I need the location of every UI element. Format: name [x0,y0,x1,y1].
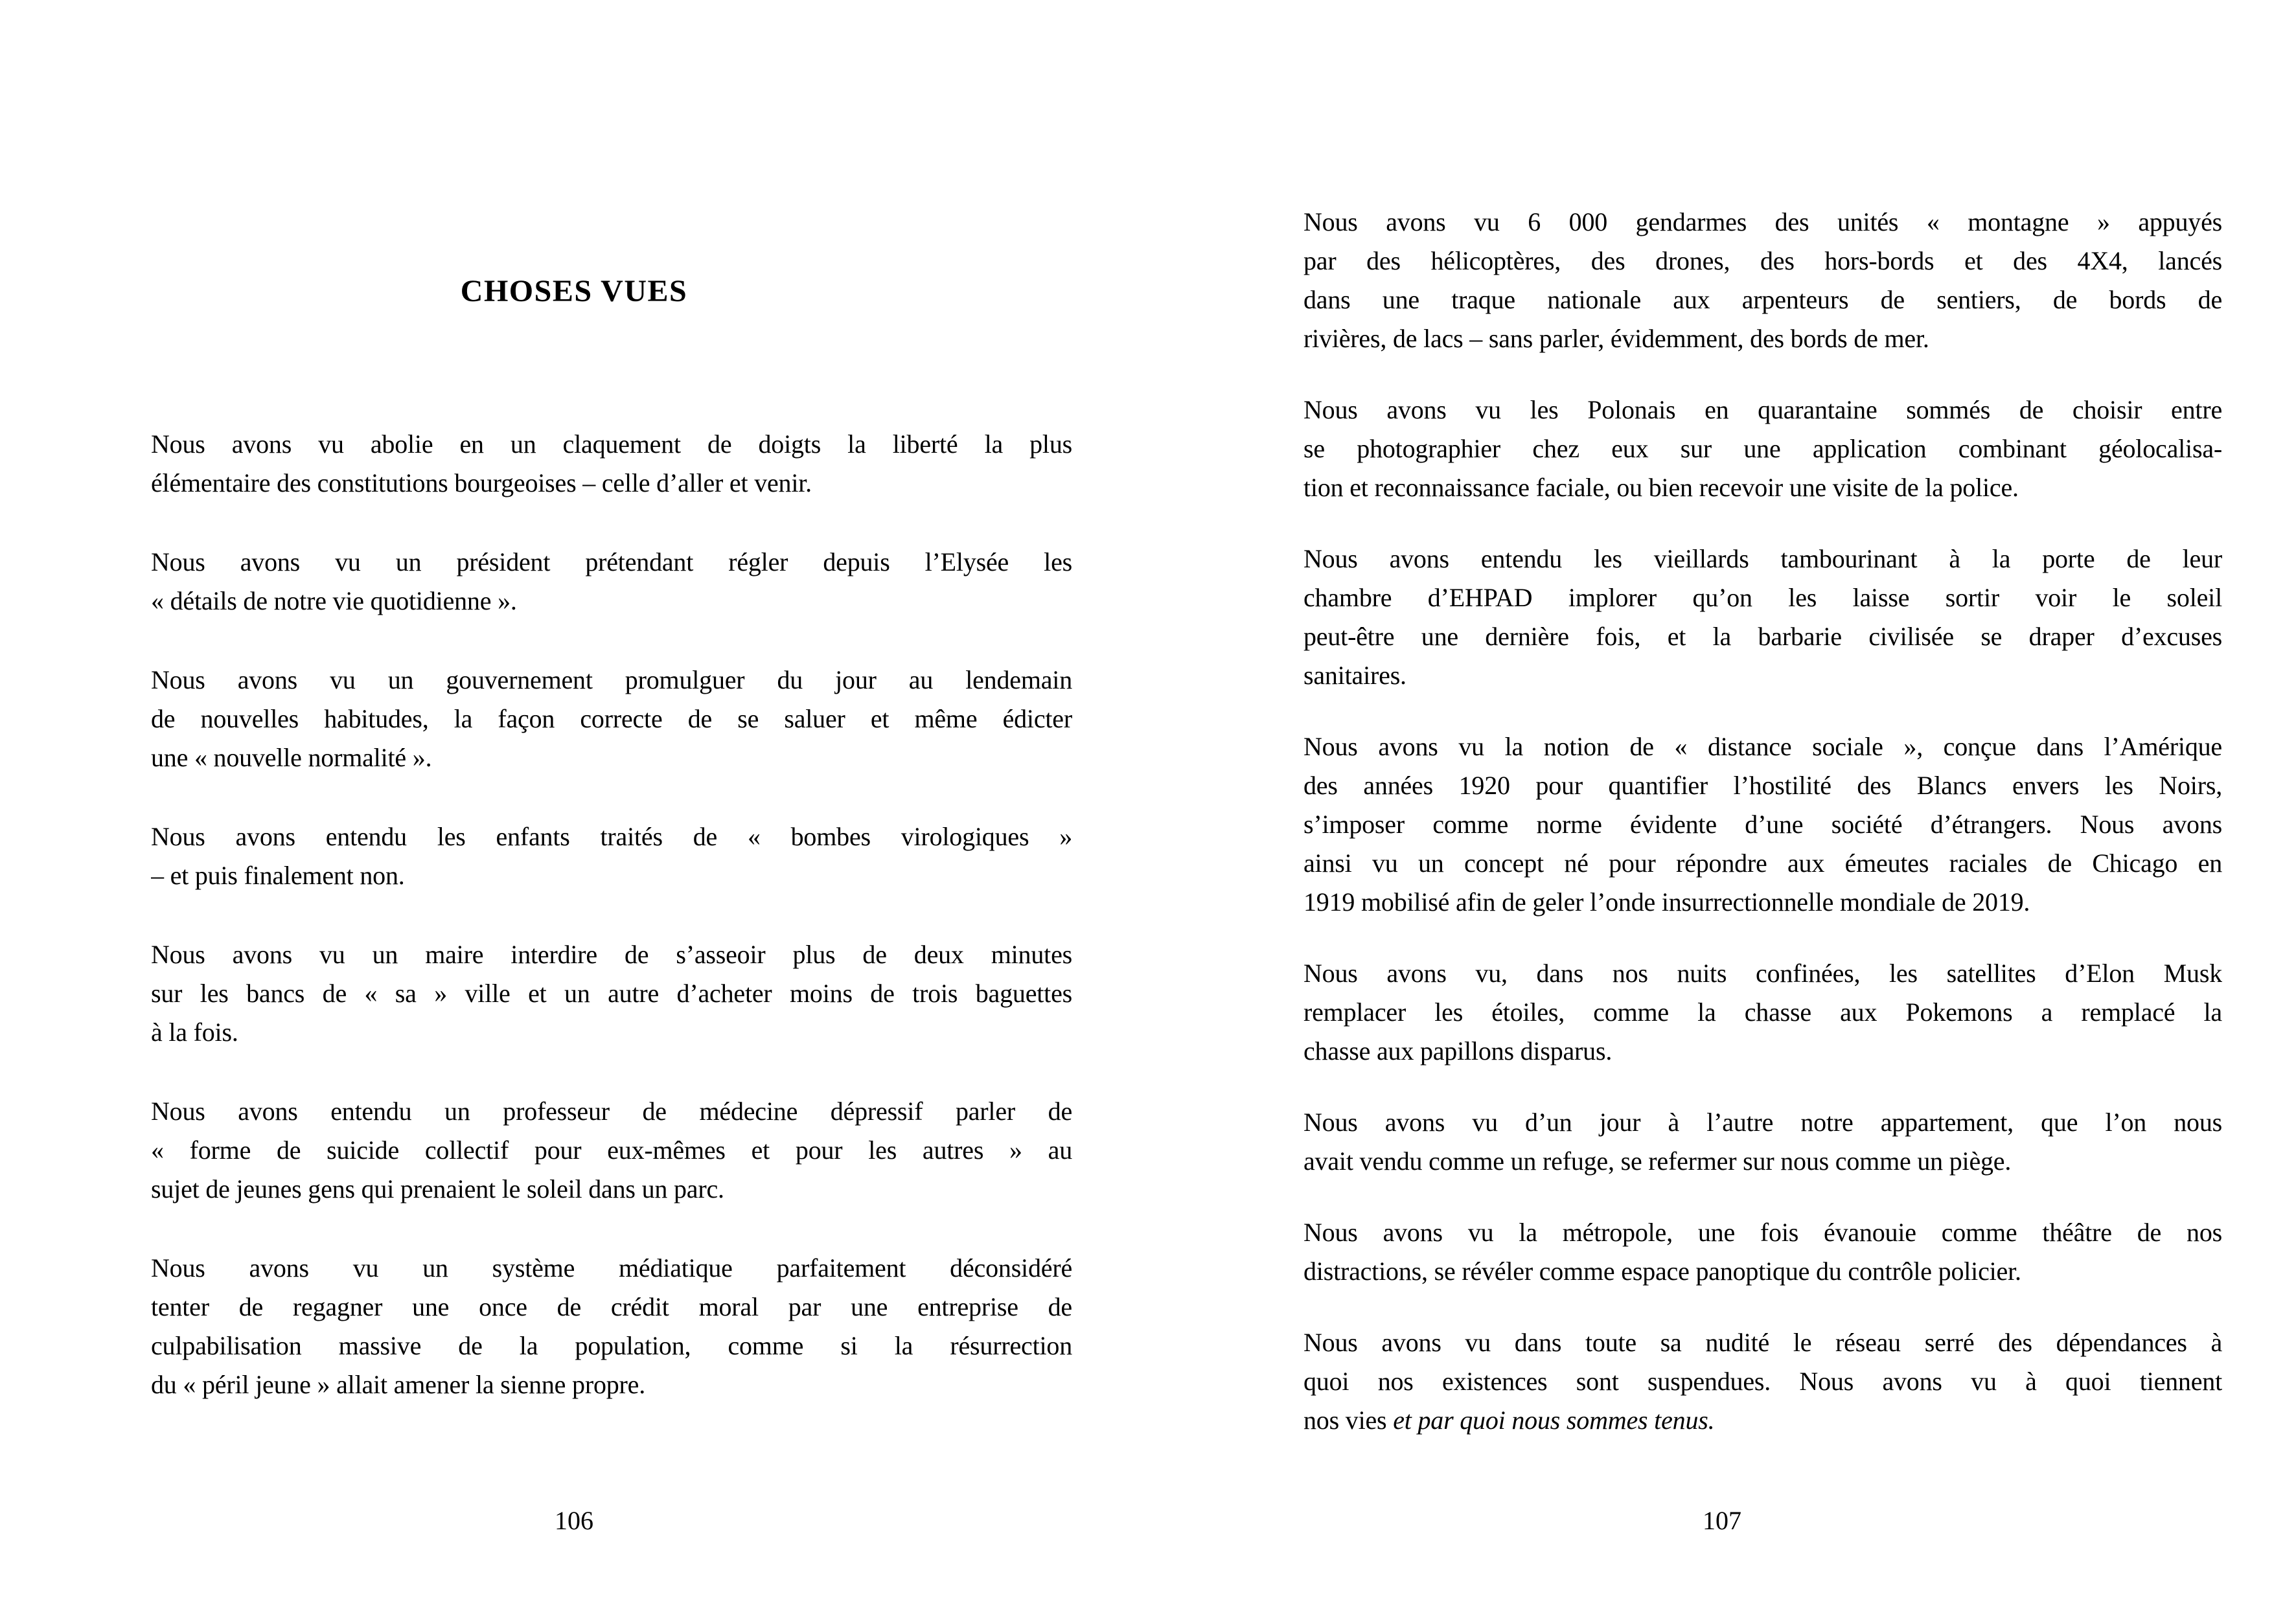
text-line: Nous avons vu les Polonais en quarantaine sommés de choisir entre [1303,395,2222,424]
text-line: sanitaires. [1303,661,1406,690]
text-line: se photographier chez eux sur une application combinant géolocalisa- [1303,434,2222,463]
paragraph [151,935,1072,1052]
left-page-body [151,425,1072,1404]
paragraph [1303,1103,2222,1181]
paragraph [1303,391,2222,507]
text-line: sur les bancs de « sa » ville et un autre d’acheter moins de trois baguettes [151,979,1072,1008]
paragraph [151,543,1072,621]
text-line: avait vendu comme un refuge, se refermer sur nous comme un piège. [1303,1146,2012,1176]
regular-text: nos vies [1303,1406,1394,1435]
paragraph [1303,203,2222,358]
paragraph [1303,1213,2222,1291]
paragraph [151,661,1072,777]
paragraph [1303,1323,2222,1440]
text-line: des années 1920 pour quantifier l’hostilité des Blancs envers les Noirs, [1303,771,2222,800]
text-line: élémentaire des constitutions bourgeoises – celle d’aller et venir. [151,468,812,497]
text-line: tenter de regagner une once de crédit moral par une entreprise de [151,1292,1072,1321]
text-line: rivières, de lacs – sans parler, évidemment, des bords de mer. [1303,324,1929,353]
text-line: Nous avons vu 6 000 gendarmes des unités « montagne » appuyés [1303,207,2222,236]
text-line: dans une traque nationale aux arpenteurs de sentiers, de bords de [1303,285,2222,314]
text-line: Nous avons entendu les enfants traités de « bombes virologiques » [151,822,1072,851]
text-line: chambre d’EHPAD implorer qu’on les laisse sortir voir le soleil [1303,583,2222,612]
text-line: « détails de notre vie quotidienne ». [151,586,517,615]
text-line: Nous avons vu la notion de « distance sociale », conçue dans l’Amérique [1303,732,2222,761]
text-line: ainsi vu un concept né pour répondre aux émeutes raciales de Chicago en [1303,849,2222,878]
text-line: « forme de suicide collectif pour eux-mêmes et pour les autres » au [151,1135,1072,1165]
text-line: Nous avons vu, dans nos nuits confinées, les satellites d’Elon Musk [1303,959,2222,988]
text-line: Nous avons vu d’un jour à l’autre notre appartement, que l’on nous [1303,1108,2222,1137]
paragraph [1303,540,2222,695]
chapter-title: CHOSES VUES [460,274,688,308]
text-line: s’imposer comme norme évidente d’une société d’étrangers. Nous avons [1303,810,2222,839]
text-line: Nous avons entendu les vieillards tambourinant à la porte de leur [1303,544,2222,573]
text-line: Nous avons entendu un professeur de médecine dépressif parler de [151,1097,1072,1126]
page-number-left: 106 [555,1506,593,1535]
italic-text: et par quoi nous sommes tenus. [1393,1406,1715,1435]
paragraph [1303,727,2222,922]
text-line: de nouvelles habitudes, la façon correcte de se saluer et même édicter [151,704,1072,733]
text-line [1303,1401,2222,1440]
text-line: sujet de jeunes gens qui prenaient le soleil dans un parc. [151,1174,724,1203]
text-line: Nous avons vu dans toute sa nudité le réseau serré des dépendances à [1303,1328,2222,1357]
text-line: remplacer les étoiles, comme la chasse aux Pokemons a remplacé la [1303,997,2222,1027]
paragraph [151,425,1072,503]
text-line: Nous avons vu un maire interdire de s’asseoir plus de deux minutes [151,940,1072,969]
paragraph [151,817,1072,895]
text-line: Nous avons vu un président prétendant régler depuis l’Elysée les [151,547,1072,576]
text-line: quoi nos existences sont suspendues. Nous avons vu à quoi tiennent [1303,1367,2222,1396]
text-line: Nous avons vu un gouvernement promulguer du jour au lendemain [151,665,1072,694]
paragraph [151,1092,1072,1209]
text-line: peut-être une dernière fois, et la barbarie civilisée se draper d’excuses [1303,622,2222,651]
text-line: tion et reconnaissance faciale, ou bien recevoir une visite de la police. [1303,473,2019,502]
right-page-body [1303,203,2222,1440]
text-line: – et puis finalement non. [151,861,405,890]
text-line: 1919 mobilisé afin de geler l’onde insurrectionnelle mondiale de 2019. [1303,887,2030,917]
text-line: par des hélicoptères, des drones, des hors-bords et des 4X4, lancés [1303,246,2222,275]
text-line: une « nouvelle normalité ». [151,743,432,772]
paragraph [151,1249,1072,1404]
page-number-right: 107 [1703,1506,1741,1535]
text-line: chasse aux papillons disparus. [1303,1036,1613,1066]
text-line: distractions, se révéler comme espace panoptique du contrôle policier. [1303,1257,2021,1286]
text-line: du « péril jeune » allait amener la sienne propre. [151,1370,646,1399]
text-line: Nous avons vu la métropole, une fois évanouie comme théâtre de nos [1303,1218,2222,1247]
text-line: Nous avons vu abolie en un claquement de doigts la liberté la plus [151,429,1072,459]
paragraph [1303,954,2222,1071]
text-line: culpabilisation massive de la population, comme si la résurrection [151,1331,1072,1360]
text-line: Nous avons vu un système médiatique parfaitement déconsidéré [151,1253,1072,1282]
text-line: à la fois. [151,1018,238,1047]
